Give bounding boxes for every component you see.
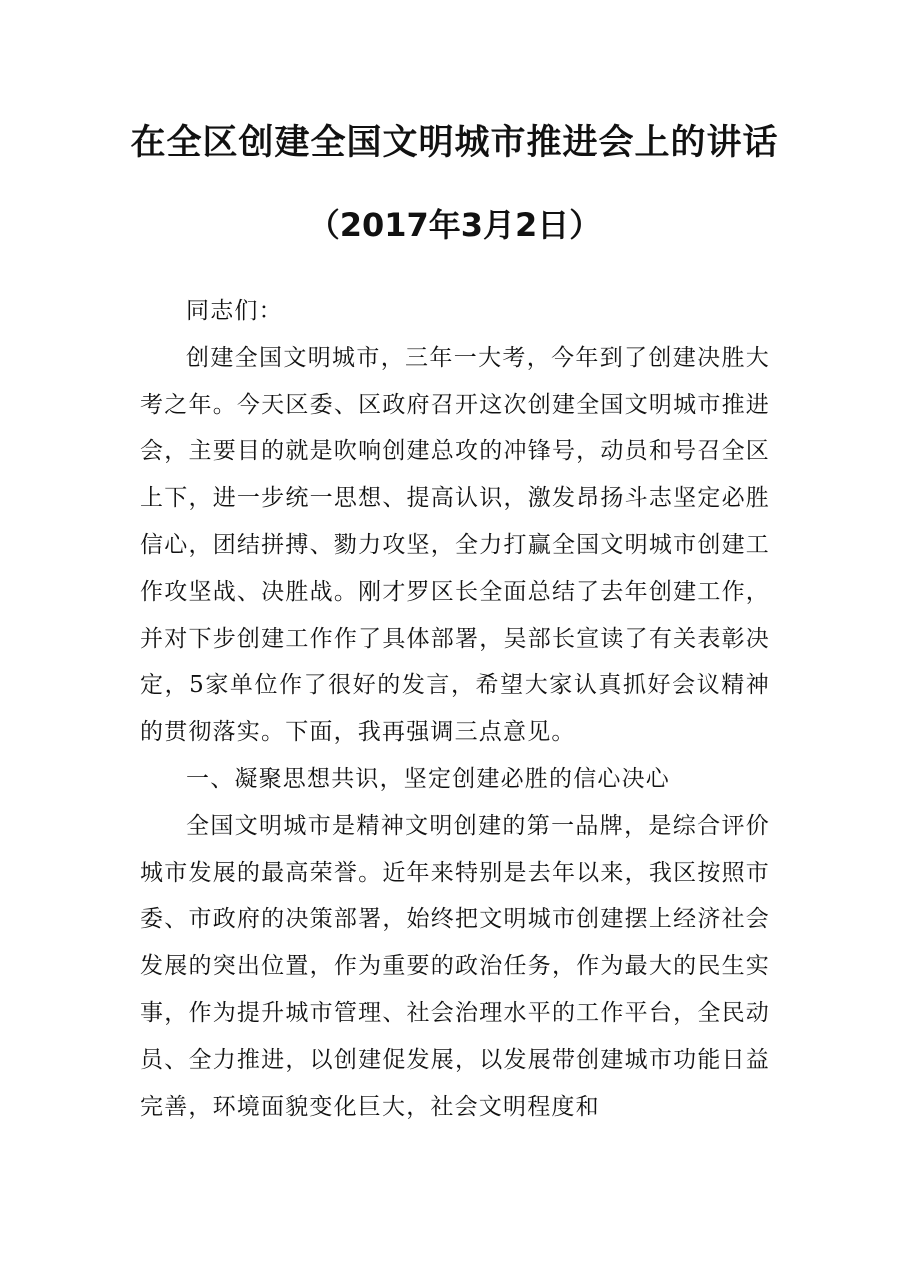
document-title: 在全区创建全国文明城市推进会上的讲话 <box>130 123 779 163</box>
document-body <box>140 288 770 1130</box>
paragraph-intro: 创建全国文明城市，三年一大考，今年到了创建决胜大考之年。今天区委、区政府召开这次创建全国文明城市推进会，主要目的就是吹响创建总攻的冲锋号，动员和号召全区上下，进一步统一思想、提高认识，激发昂扬斗志坚定必胜信心，团结拼搏、勠力攻坚，全力打赢全国文明城市创建工作攻坚战、决胜战。刚才罗区长全面总结了去年创建工作，并对下步创建工作作了具体部署，吴部长宣读了有关表彰决定，5家单位作了很好的发言，希望大家认真抓好会议精神的贯彻落实。下面，我再强调三点意见。 <box>140 344 770 746</box>
paragraph-section-1: 全国文明城市是精神文明创建的第一品牌，是综合评价城市发展的最高荣誉。近年来特别是去年以来，我区按照市委、市政府的决策部署，始终把文明城市创建摆上经济社会发展的突出位置，作为重要的政治任务，作为最大的民生实事，作为提升城市管理、社会治理水平的工作平台，全民动员、全力推进，以创建促发展，以发展带创建城市功能日益完善，环境面貌变化巨大，社会文明程度和 <box>140 812 770 1120</box>
salutation: 同志们： <box>186 298 283 324</box>
document-date: （2017年3月2日） <box>307 206 602 244</box>
section-heading-1: 一、凝聚思想共识，坚定创建必胜的信心决心 <box>186 765 670 792</box>
